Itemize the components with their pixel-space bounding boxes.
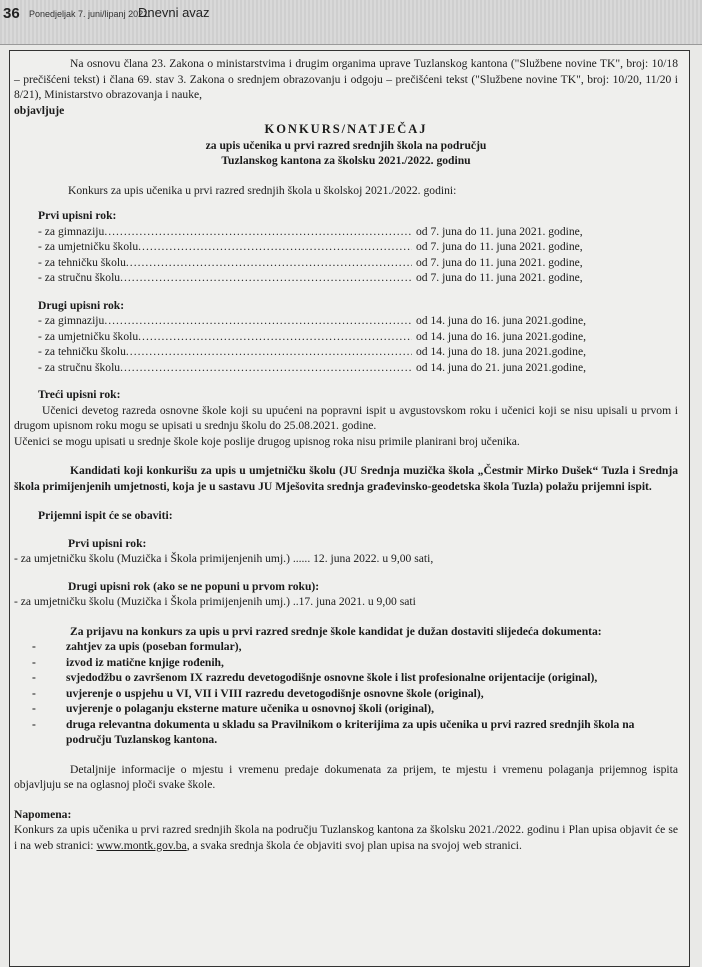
dokumenti-list xyxy=(14,639,678,748)
website-link[interactable]: www.montk.gov.ba xyxy=(96,838,187,852)
napomena-heading: Napomena: xyxy=(14,807,72,821)
page-number: 36 xyxy=(3,5,20,22)
notice-subtitle-1: za upis učenika u prvi razred srednjih škola na području xyxy=(205,138,487,152)
lead-text: Konkurs za upis učenika u prvi razred srednjih škola u školskoj 2021./2022. godini: xyxy=(68,183,457,197)
newspaper-masthead xyxy=(0,0,702,45)
rok3-heading: Treći upisni rok: xyxy=(38,388,121,401)
ispit-prvi-heading: Prvi upisni rok: xyxy=(68,536,147,550)
rok2-row: - za gimnaziju ..... od 14. juna do 16. juna 2021.godine, xyxy=(38,313,678,329)
ispit-heading: Prijemni ispit će se obaviti: xyxy=(38,509,173,522)
rok2-row: - za tehničku školu ..... od 14. juna do 18. juna 2021.godine, xyxy=(38,344,678,360)
rok3-text: Učenici devetog razreda osnovne škole koji su upućeni na popravni ispit u avgustovskom roku i učenici koji se nisu upisali u prvom i drugom upisnom roku mogu se upisati u srednju školu do 25.08.2021. godine. xyxy=(14,403,678,432)
newspaper-name: Dnevni avaz xyxy=(138,5,210,20)
ispit-drugi-text: - za umjetničku školu (Muzička i Škola primijenjenih umj.) ..17. juna 2021. u 9,00 sati xyxy=(14,595,416,608)
rok1-row: - za stručnu školu ..... od 7. juna do 11. juna 2021. godine, xyxy=(38,270,678,286)
intro-objavljuje: objavljuje xyxy=(14,103,65,117)
ispit-section xyxy=(14,508,678,610)
dokumenti-intro: Za prijavu na konkurs za upis u prvi razred srednje škole kandidat je dužan dostaviti slijedeća dokumenta: xyxy=(70,624,602,638)
napomena-text: Konkurs za upis učenika u prvi razred srednjih škola na području Tuzlanskog kantona za školsku 2021./2022. godinu i Plan upisa objavit će se i na web stranici: www.montk.gov.ba, a svaka srednja škola će objaviti svoj plan upisa na svojoj web stranici. xyxy=(14,823,678,852)
rok2-row: - za stručnu školu ..... od 14. juna do 21. juna 2021.godine, xyxy=(38,360,678,376)
rok2-heading: Drugi upisni rok: xyxy=(38,298,125,312)
rok1-heading: Prvi upisni rok: xyxy=(38,209,117,222)
rok2-section xyxy=(14,298,678,376)
intro-paragraph: Na osnovu člana 23. Zakona o ministarstvima i drugim organima uprave Tuzlanskog kantona ("Službene novine TK", broj: 10/18 – prečišćeni tekst) i člana 69. stav 3. Zakona o srednjem obrazovanju i odgoju – prečišćeni tekst ("Službene novine TK", broj: 10/20, 11/20 i 8/21), Ministarstvo obrazovanja i nauke, xyxy=(14,57,678,101)
list-item: - uvjerenje o polaganju eksterne mature učenika u osnovnoj školi (original), xyxy=(66,701,678,717)
list-item: - zahtjev za upis (poseban formular), xyxy=(66,639,678,655)
rok1-section xyxy=(14,208,678,286)
ispit-prvi-text: - za umjetničku školu (Muzička i Škola primijenjenih umj.) ...... 12. juna 2022. u 9,00 sati, xyxy=(14,552,434,565)
rok1-row: - za tehničku školu ..... od 7. juna do 11. juna 2021. godine, xyxy=(38,255,678,271)
kandidati-paragraph: Kandidati koji konkurišu za upis u umjetničku školu (JU Srednja muzička škola „Čestmir Mirko Dušek“ Tuzla i Srednja škola primijenjenih umjetnosti, koja je u sastavu JU Mješovita srednja građevinsko-geodetska škola Tuzla) polažu prijemni ispit. xyxy=(14,464,678,493)
list-item: - uvjerenje o uspjehu u VI, VII i VIII razredu devetogodišnje osnovne škole (original), xyxy=(66,686,678,702)
list-item: - izvod iz matične knjige rođenih, xyxy=(66,655,678,671)
notice-subtitle-2: Tuzlanskog kantona za školsku 2021./2022. godinu xyxy=(221,154,471,167)
notice-title: KONKURS/NATJEČAJ xyxy=(264,122,428,136)
notice-content xyxy=(14,56,678,853)
ispit-drugi-heading: Drugi upisni rok (ako se ne popuni u prvom roku): xyxy=(68,579,320,593)
rok3-section xyxy=(14,387,678,449)
rok1-row: - za umjetničku školu ..... od 7. juna do 11. juna 2021. godine, xyxy=(38,239,678,255)
list-item: - druga relevantna dokumenta u skladu sa Pravilnikom o kriterijima za upis učenika u prvi razred srednjih škola na području Tuzlanskog kantona. xyxy=(66,717,678,748)
list-item: - svjedodžbu o završenom IX razredu devetogodišnje osnovne škole i list profesionalne orijentacije (original), xyxy=(66,670,678,686)
rok1-row: - za gimnaziju ..... od 7. juna do 11. juna 2021. godine, xyxy=(38,224,678,240)
rok2-row: - za umjetničku školu ..... od 14. juna do 16. juna 2021.godine, xyxy=(38,329,678,345)
issue-date: Ponedjeljak 7. juni/lipanj 2021. xyxy=(29,9,151,19)
rok3-text-2: Učenici se mogu upisati u srednje škole koje poslije drugog upisnog roka nisu primile planirani broj učenika. xyxy=(14,434,520,448)
detalji-paragraph: Detaljnije informacije o mjestu i vremenu predaje dokumenata za prijem, te mjestu i vremenu polaganja prijemnog ispita objavljuju se na oglasnoj ploči svake škole. xyxy=(14,762,678,791)
